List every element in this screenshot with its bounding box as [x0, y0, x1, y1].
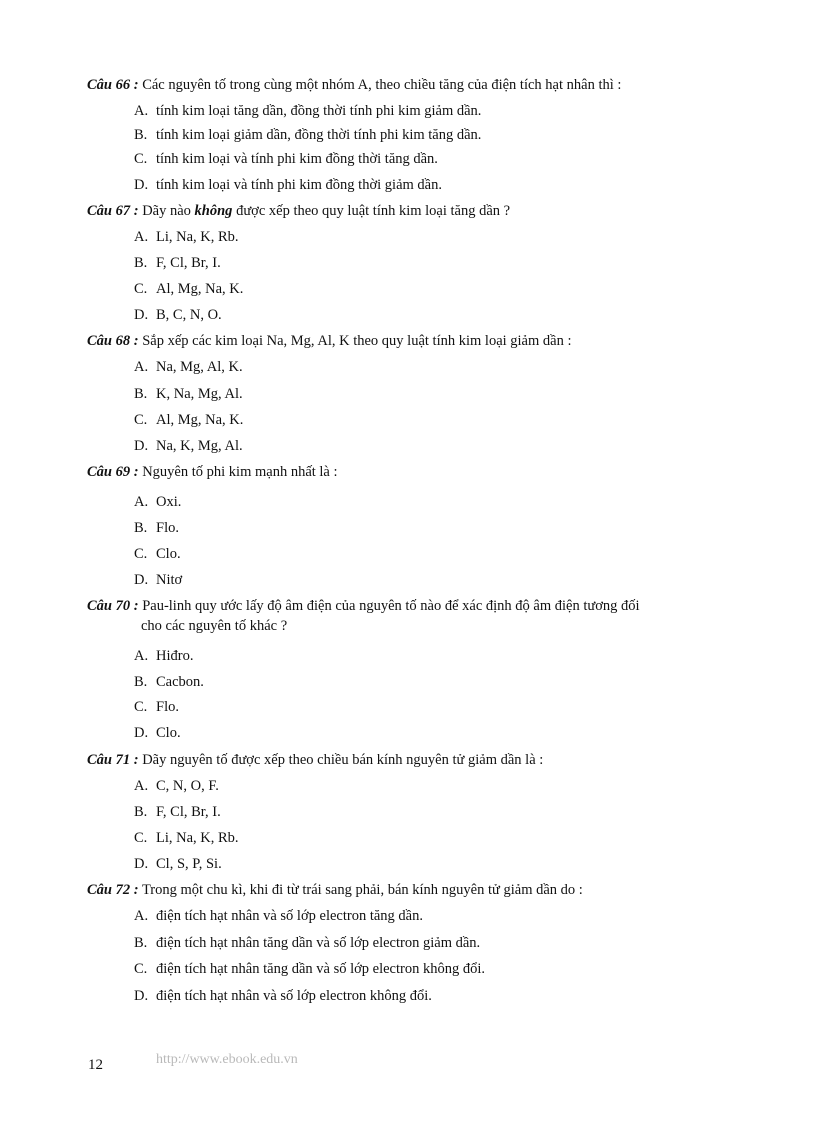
option-letter: A.	[134, 648, 149, 664]
option-letter: C.	[134, 412, 148, 428]
question-67	[87, 202, 510, 220]
question-68	[87, 332, 572, 350]
option-72-b	[134, 934, 480, 952]
question-label: Câu 68 :	[87, 333, 139, 349]
option-letter: A.	[134, 908, 149, 924]
option-69-a	[134, 493, 181, 511]
option-68-d	[134, 437, 243, 455]
question-70	[87, 597, 640, 634]
option-letter: B.	[134, 804, 148, 820]
option-text: K, Na, Mg, Al.	[156, 386, 243, 402]
option-letter: C.	[134, 151, 148, 167]
option-67-b	[134, 254, 221, 272]
option-letter: D.	[134, 177, 149, 193]
option-text: F, Cl, Br, I.	[156, 255, 221, 271]
question-text: Nguyên tố phi kim mạnh nhất là :	[138, 464, 338, 480]
option-letter: B.	[134, 255, 148, 271]
question-69	[87, 463, 338, 481]
option-text: C, N, O, F.	[156, 778, 219, 794]
option-letter: D.	[134, 572, 149, 588]
option-text: điện tích hạt nhân và số lớp electron không đổi.	[156, 988, 432, 1004]
option-68-c	[134, 411, 243, 429]
question-label: Câu 69 :	[87, 464, 139, 480]
option-text: Flo.	[156, 699, 179, 715]
option-72-a	[134, 907, 423, 925]
option-text: tính kim loại giảm dần, đồng thời tính phi kim tăng dần.	[156, 127, 482, 143]
option-text: điện tích hạt nhân và số lớp electron tăng dần.	[156, 908, 423, 924]
option-letter: D.	[134, 988, 149, 1004]
watermark-url: http://www.ebook.edu.vn	[156, 1052, 298, 1067]
option-letter: C.	[134, 830, 148, 846]
page-number: 12	[88, 1057, 103, 1073]
option-text: Al, Mg, Na, K.	[156, 412, 244, 428]
option-text: điện tích hạt nhân tăng dần và số lớp electron không đổi.	[156, 961, 486, 977]
option-letter: A.	[134, 103, 149, 119]
option-letter: C.	[134, 281, 148, 297]
option-67-d	[134, 306, 222, 324]
question-emphasis: không	[194, 203, 233, 219]
option-72-d	[134, 987, 432, 1005]
option-letter: C.	[134, 699, 148, 715]
option-letter: B.	[134, 386, 148, 402]
option-67-c	[134, 280, 243, 298]
option-66-d	[134, 176, 442, 194]
option-70-c	[134, 698, 179, 716]
option-letter: D.	[134, 725, 149, 741]
option-text: Flo.	[156, 520, 179, 536]
option-letter: B.	[134, 935, 148, 951]
option-71-d	[134, 855, 222, 873]
question-label: Câu 72 :	[87, 882, 139, 898]
option-text: Al, Mg, Na, K.	[156, 281, 244, 297]
option-66-c	[134, 150, 438, 168]
option-letter: C.	[134, 546, 148, 562]
option-70-a	[134, 647, 193, 665]
option-71-c	[134, 829, 239, 847]
question-text: Sắp xếp các kim loại Na, Mg, Al, K theo quy luật tính kim loại giảm dần :	[138, 333, 572, 349]
question-text-after: được xếp theo quy luật tính kim loại tăng dần ?	[232, 203, 511, 219]
option-text: tính kim loại và tính phi kim đồng thời tăng dần.	[156, 151, 438, 167]
question-text: Pau-linh quy ước lấy độ âm điện của nguyên tố nào để xác định độ âm điện tương đối	[138, 598, 640, 614]
question-label: Câu 66 :	[87, 77, 139, 93]
option-67-a	[134, 228, 239, 246]
option-letter: A.	[134, 229, 149, 245]
option-text: Hiđro.	[156, 648, 194, 664]
option-text: điện tích hạt nhân tăng dần và số lớp electron giảm dần.	[156, 935, 481, 951]
question-text-before: Dãy nào	[138, 203, 195, 219]
question-label: Câu 67 :	[87, 203, 139, 219]
question-label: Câu 70 :	[87, 598, 139, 614]
question-71	[87, 751, 543, 769]
option-text: Na, Mg, Al, K.	[156, 359, 243, 375]
question-72	[87, 881, 583, 899]
option-66-a	[134, 102, 481, 120]
option-text: Li, Na, K, Rb.	[156, 229, 239, 245]
option-69-c	[134, 545, 181, 563]
option-72-c	[134, 960, 485, 978]
option-69-b	[134, 519, 179, 537]
question-text: Dãy nguyên tố được xếp theo chiều bán kính nguyên tử giảm dần là :	[138, 752, 544, 768]
option-letter: A.	[134, 494, 149, 510]
option-text: Oxi.	[156, 494, 182, 510]
option-68-b	[134, 385, 243, 403]
option-71-b	[134, 803, 221, 821]
question-text: Các nguyên tố trong cùng một nhóm A, theo chiều tăng của điện tích hạt nhân thì :	[138, 77, 622, 93]
option-letter: B.	[134, 520, 148, 536]
option-letter: D.	[134, 856, 149, 872]
question-text: Trong một chu kì, khi đi từ trái sang phải, bán kính nguyên tử giảm dần do :	[138, 882, 583, 898]
option-letter: A.	[134, 359, 149, 375]
option-letter: B.	[134, 674, 148, 690]
option-70-d	[134, 724, 181, 742]
question-66	[87, 76, 621, 94]
option-text: F, Cl, Br, I.	[156, 804, 221, 820]
option-letter: D.	[134, 307, 149, 323]
option-text: tính kim loại và tính phi kim đồng thời giảm dần.	[156, 177, 442, 193]
option-text: B, C, N, O.	[156, 307, 222, 323]
option-text: Cl, S, P, Si.	[156, 856, 222, 872]
option-text: Na, K, Mg, Al.	[156, 438, 243, 454]
option-letter: B.	[134, 127, 148, 143]
option-70-b	[134, 673, 204, 691]
question-label: Câu 71 :	[87, 752, 139, 768]
question-continuation: cho các nguyên tố khác ?	[141, 618, 288, 634]
option-text: Cacbon.	[156, 674, 204, 690]
option-text: Clo.	[156, 546, 181, 562]
option-letter: D.	[134, 438, 149, 454]
option-71-a	[134, 777, 219, 795]
option-66-b	[134, 126, 481, 144]
option-text: Clo.	[156, 725, 181, 741]
option-letter: A.	[134, 778, 149, 794]
option-text: Nitơ	[156, 572, 183, 588]
option-text: Li, Na, K, Rb.	[156, 830, 239, 846]
option-text: tính kim loại tăng dần, đồng thời tính phi kim giảm dần.	[156, 103, 482, 119]
option-69-d	[134, 571, 182, 589]
option-68-a	[134, 358, 243, 376]
option-letter: C.	[134, 961, 148, 977]
